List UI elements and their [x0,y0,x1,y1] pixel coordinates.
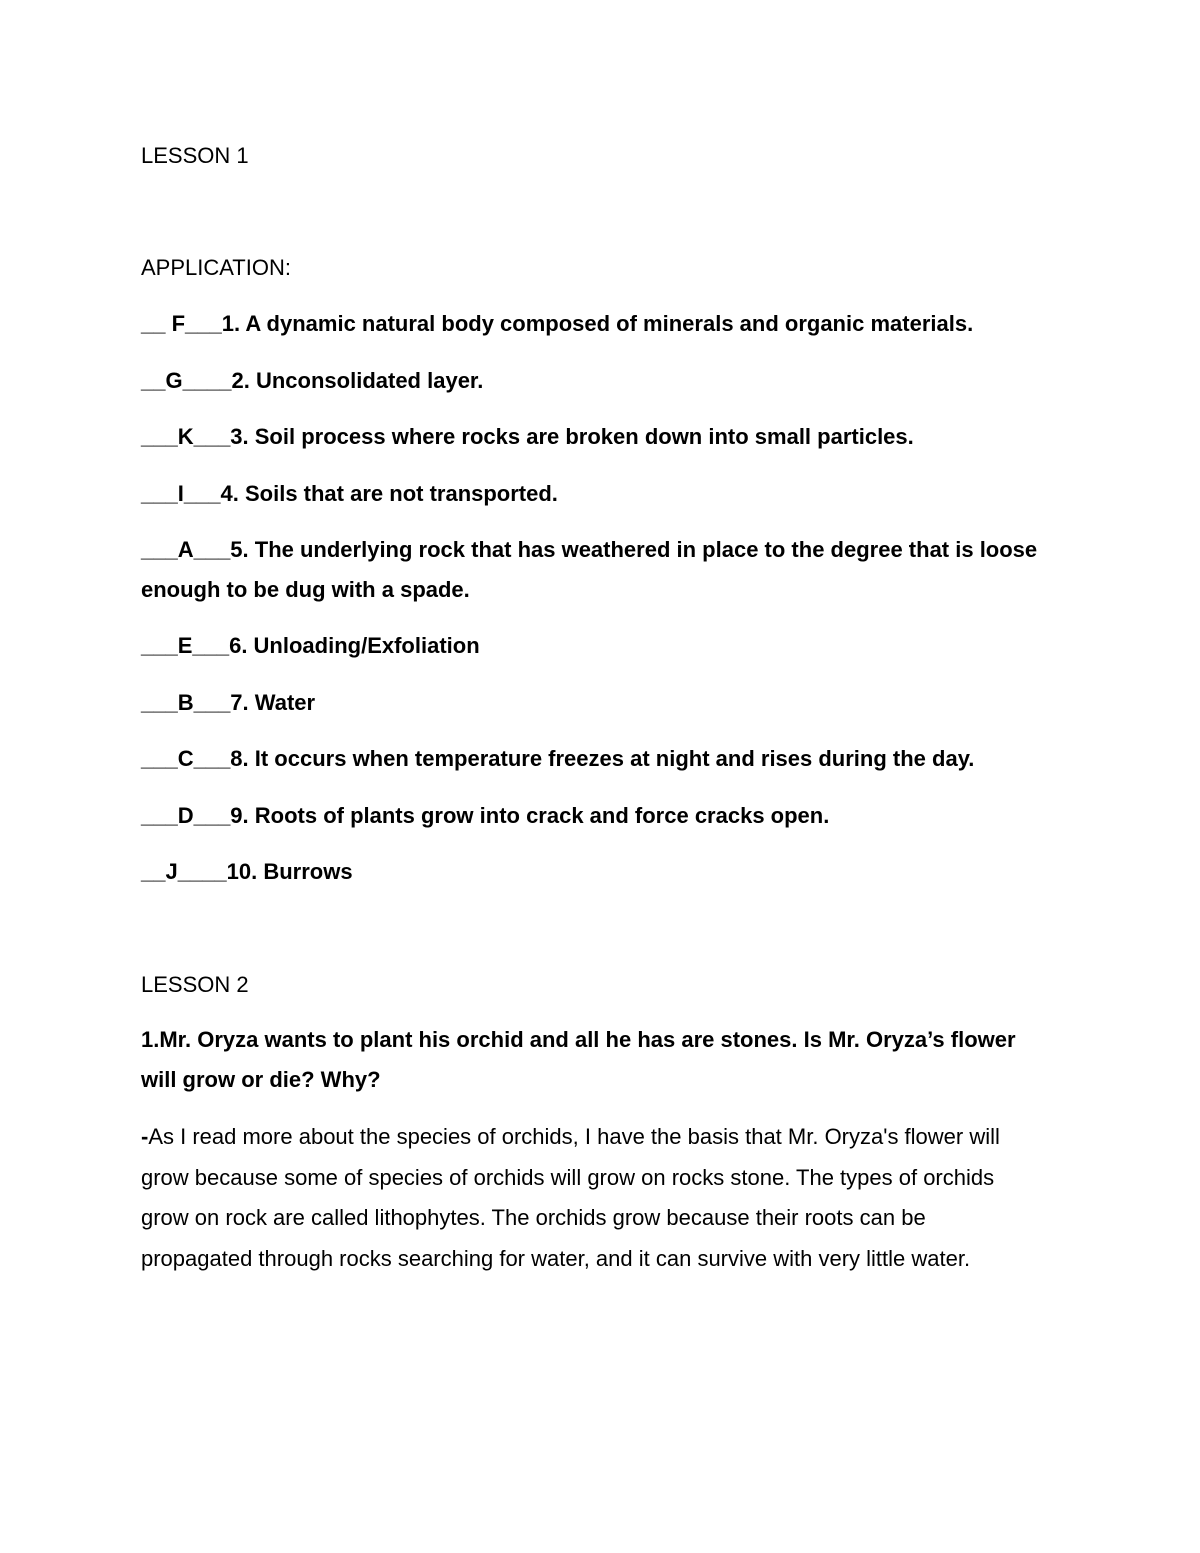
lesson-1-heading: LESSON 1 [141,143,249,168]
item-9: ___D___9. Roots of plants grow into crack and force cracks open. [141,803,830,828]
item-8: ___C___8. It occurs when temperature freezes at night and rises during the day. [141,746,975,771]
item-1: __ F___1. A dynamic natural body composed of minerals and organic materials. [141,311,974,336]
answer-prefix: - [141,1124,149,1149]
item-5: ___A___5. The underlying rock that has weathered in place to the degree that is loose enough to be dug with a spade. [141,537,1038,602]
item-10: __J____10. Burrows [141,859,353,884]
application-subheading: APPLICATION: [141,255,291,280]
lesson-2-heading: LESSON 2 [141,972,249,997]
lesson-2-question: 1.Mr. Oryza wants to plant his orchid and all he has are stones. Is Mr. Oryza’s flower will grow or die? Why? [141,1027,1016,1092]
item-7: ___B___7. Water [141,690,316,715]
lesson-2-answer [141,1117,1041,1279]
item-6: ___E___6. Unloading/Exfoliation [141,633,480,658]
answer-body: As I read more about the species of orchids, I have the basis that Mr. Oryza's flower will grow because some of species of orchids will grow on rocks stone. The types of orchids grow on rock are called lithophytes. The orchids grow because their roots can be propagated through rocks searching for water, and it can survive with very little water. [141,1124,1000,1271]
item-3: ___K___3. Soil process where rocks are broken down into small particles. [141,424,914,449]
item-4: ___I___4. Soils that are not transported. [141,481,558,506]
item-2: __G____2. Unconsolidated layer. [141,368,484,393]
